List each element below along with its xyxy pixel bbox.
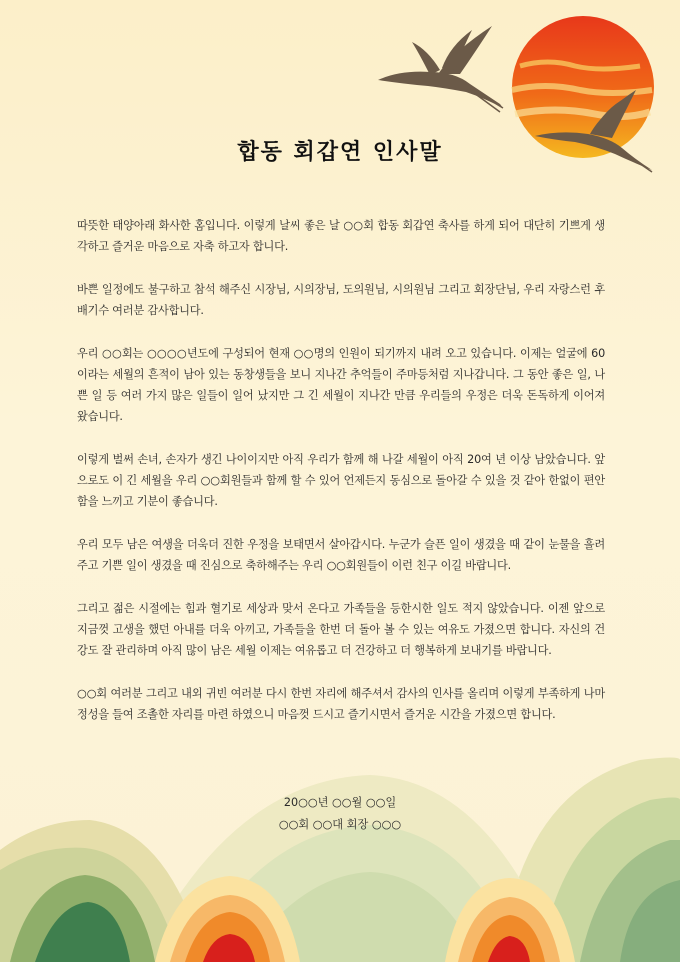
paragraph: 따뜻한 태양아래 화사한 홈입니다. 이렇게 날씨 좋은 날 ○○회 합동 회갑연 축사를 하게 되어 대단히 기쁘게 생각하고 즐거운 마음으로 자축 하고자 합니다.: [77, 219, 605, 253]
date-line: 20○○년 ○○월 ○○일: [283, 796, 397, 809]
paragraph: 우리 ○○회는 ○○○○년도에 구성되어 현재 ○○명의 인원이 되기까지 내려 오고 있습니다. 이제는 얼굴에 60이라는 세월의 흔적이 남아 있는 동창생들을 보니 지나간 추억들이 주마등처럼 지나갑니다. 그 동안 좋은 일, 나쁜 일 등 여러 가지 많은 일들이 일어 났지만 그 긴 세월이 지나간 만큼 우리들의 우정은 더욱 돈독하게 이어져 왔습니다.: [77, 347, 605, 423]
signature-line: ○○회 ○○대 회장 ○○○: [278, 818, 402, 831]
signature-block: [0, 792, 680, 836]
paragraph: 그리고 젊은 시절에는 힘과 혈기로 세상과 맞서 온다고 가족들을 등한시한 일도 적지 않았습니다. 이젠 앞으로 지금껏 고생을 했던 아내를 더욱 아끼고, 가족들을 한번 더 돌아 볼 수 있는 여유도 가졌으면 합니다. 자신의 건강도 잘 관리하며 아직 많이 남은 세월 이제는 여유롭고 더 건강하고 더 행복하게 보내기를 바랍니다.: [77, 602, 605, 657]
hills-illustration: [0, 758, 680, 962]
letter-body: [77, 215, 605, 747]
crane-illustration: [378, 26, 503, 112]
page-title: 합동 회갑연 인사말: [237, 140, 443, 165]
paragraph: ○○회 여러분 그리고 내외 귀빈 여러분 다시 한번 자리에 해주셔서 감사의 인사를 올리며 이렇게 부족하게 나마 정성을 들여 조촐한 자리를 마련 하였으니 마음껏 드시고 즐기시면서 즐거운 시간을 가졌으면 합니다.: [77, 687, 605, 721]
paragraph: 우리 모두 남은 여생을 더욱더 진한 우정을 보태면서 살아갑시다. 누군가 슬픈 일이 생겼을 때 같이 눈물을 흘려주고 기쁜 일이 생겼을 때 진심으로 축하해주는 우리 ○○회원들이 이런 친구 이길 바랍니다.: [77, 538, 605, 572]
paragraph: 이렇게 벌써 손녀, 손자가 생긴 나이이지만 아직 우리가 함께 해 나갈 세월이 아직 20여 년 이상 남았습니다. 앞으로도 이 긴 세월을 우리 ○○회원들과 함께 할 수 있어 언제든지 동심으로 돌아갈 수 있을 것 같아 한없이 편안함을 느끼고 기분이 좋습니다.: [77, 453, 605, 508]
paragraph: 바쁜 일정에도 불구하고 참석 해주신 시장님, 시의장님, 도의원님, 시의원님 그리고 회장단님, 우리 자랑스런 후배기수 여러분 감사합니다.: [77, 283, 605, 317]
